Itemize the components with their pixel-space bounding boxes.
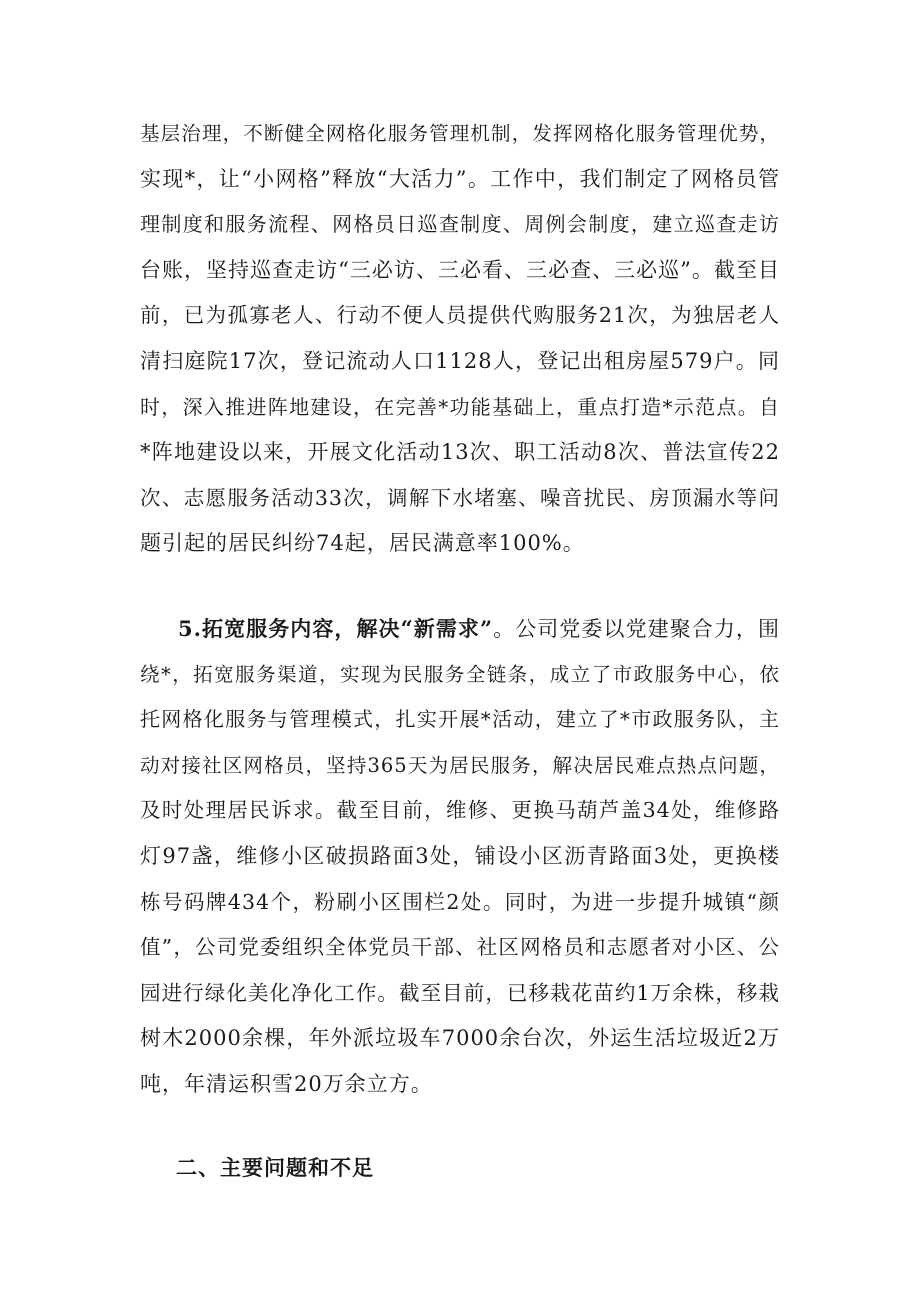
text-line: 及时处理居民诉求。截至目前，维修、更换马葫芦盖34处，维修路 xyxy=(140,798,780,823)
text-line: 绕*，拓宽服务渠道，实现为民服务全链条，成立了市政服务中心，依 xyxy=(140,662,780,686)
text-line: 清扫庭院17次，登记流动人口1128人，登记出租房屋579户。同 xyxy=(140,348,780,373)
text-line: 台账，坚持巡查走访“三必访、三必看、三必查、三必巡”。截至目 xyxy=(140,257,780,282)
text-line: 灯97盏，维修小区破损路面3处，铺设小区沥青路面3处，更换楼 xyxy=(140,843,780,868)
text-line: 基层治理，不断健全网格化服务管理机制，发挥网格化服务管理优势， xyxy=(140,122,780,145)
text-line: *阵地建设以来，开展文化活动13次、职工活动8次、普法宣传22 xyxy=(140,440,780,465)
paragraph-expand-services xyxy=(140,606,780,1108)
paragraph-grid-management xyxy=(140,111,780,567)
text-line: 前，已为孤寡老人、行动不便人员提供代购服务21次，为独居老人 xyxy=(140,303,780,328)
item-heading-bold: 5.拓宽服务内容，解决“新需求” xyxy=(178,616,494,641)
text-line: 吨，年清运积雪20万余立方。 xyxy=(140,1071,433,1096)
text-line: 栋号码牌434个，粉刷小区围栏2处。同时，为进一步提升城镇“颜 xyxy=(140,889,780,914)
text-line-lead xyxy=(140,606,780,652)
text-line: 园进行绿化美化净化工作。截至目前，已移栽花苗约1万余株，移栽 xyxy=(140,980,780,1005)
section-heading: 二、主要问题和不足 xyxy=(176,1156,374,1180)
text-line: 实现*，让“小网格”释放“大活力”。工作中，我们制定了网格员管 xyxy=(140,166,780,191)
text-line: 理制度和服务流程、网格员日巡查制度、周例会制度，建立巡查走访 xyxy=(140,212,780,237)
text-line: 动对接社区网格员，坚持365天为居民服务，解决居民难点热点问题， xyxy=(140,753,780,777)
text-line: 次、志愿服务活动33次，调解下水堵塞、噪音扰民、房顶漏水等问 xyxy=(140,485,780,510)
text-line: 时，深入推进阵地建设，在完善*功能基础上，重点打造*示范点。自 xyxy=(140,394,780,419)
item-heading-rest: 。公司党委以党建聚合力，围 xyxy=(493,617,780,641)
text-line: 托网格化服务与管理模式，扎实开展*活动，建立了*市政服务队，主 xyxy=(140,707,780,732)
text-line: 题引起的居民纠纷74起，居民满意率100%。 xyxy=(140,531,585,556)
text-line: 树木2000余棵，年外派垃圾车7000余台次，外运生活垃圾近2万 xyxy=(140,1026,780,1051)
text-line: 值”，公司党委组织全体党员干部、社区网格员和志愿者对小区、公 xyxy=(140,935,780,960)
